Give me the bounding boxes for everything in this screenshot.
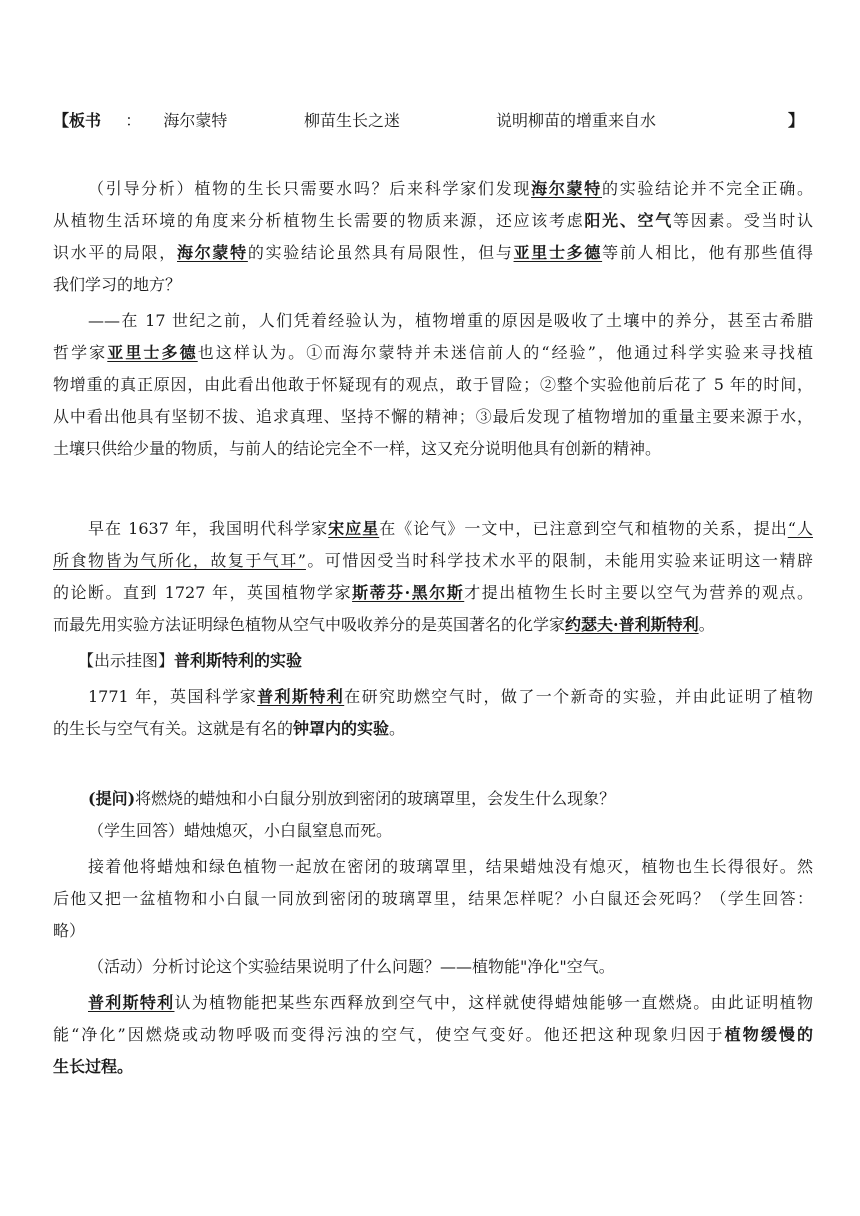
text-span: 也这样认为。①而海尔蒙特并未迷信前人的“经验”，他通过科学实验来寻找植 bbox=[197, 343, 813, 362]
heading-priestley-experiment: 普利斯特利的实验 bbox=[174, 651, 303, 670]
paragraph-song-yingxing-line-3 bbox=[53, 582, 813, 604]
highlight-slow-growth: 植物缓慢的 bbox=[724, 1025, 813, 1044]
highlight-aristotle: 亚里士多德 bbox=[513, 243, 603, 262]
paragraph-history-line-5: 土壤只供给少量的物质，与前人的结论完全不一样，这又充分说明他具有创新的精神。 bbox=[53, 439, 662, 458]
question-line bbox=[88, 788, 813, 810]
highlight-joseph-priestley: 约瑟夫·普利斯特利 bbox=[565, 615, 699, 634]
text-span: 将燃烧的蜡烛和小白鼠分别放到密闭的玻璃罩里，会发生什么现象？ bbox=[135, 789, 616, 808]
paragraph-guided-analysis-line-4: 我们学习的地方？ bbox=[53, 275, 182, 294]
board-open-bracket: 【板书 bbox=[53, 111, 102, 130]
text-span: 识水平的局限， bbox=[53, 243, 177, 262]
student-answer-line bbox=[88, 820, 813, 842]
text-span: 。可惜因受当时科学技术水平的限制，未能用实验来证明这一精辟 bbox=[305, 551, 813, 570]
paragraph-experiment-line-2: 后他又把一盆植物和小白鼠一同放到密闭的玻璃罩里，结果怎样呢？小白鼠还会死吗？（学生回答： bbox=[53, 889, 813, 908]
paragraph-experiment-line-3: 略） bbox=[53, 921, 86, 940]
paragraph-priestley-line-2 bbox=[53, 718, 813, 740]
text-span: 。 bbox=[698, 615, 715, 634]
text-span: 在《论气》一文中，已注意到空气和植物的关系，提出 bbox=[379, 519, 788, 538]
activity-line bbox=[88, 956, 813, 978]
paragraph-history-line-1: ——在 17 世纪之前，人们凭着经验认为，植物增重的原因是吸收了土壤中的养分，甚至古希腊 bbox=[88, 311, 813, 330]
text-span: 能“净化”因燃烧或动物呼吸而变得污浊的空气，使空气变好。他还把这种现象归因于 bbox=[53, 1025, 725, 1044]
text-span: 的实验结论并不完全正确。 bbox=[602, 179, 813, 198]
paragraph-conclusion-line-3: 生长过程。 bbox=[53, 1057, 134, 1076]
highlight-aristotle: 亚里士多德 bbox=[107, 343, 198, 362]
text-span: 等因素。受当时认 bbox=[672, 211, 813, 230]
highlight-song-yingxing: 宋应星 bbox=[328, 519, 380, 538]
paragraph-guided-analysis-line-2 bbox=[53, 210, 813, 232]
highlight-priestley: 普利斯特利 bbox=[88, 993, 175, 1012]
paragraph-history-line-3: 物增重的真正原因，由此看出他敢于怀疑现有的观点，敢于冒险；②整个实验他前后花了 5 年的时间， bbox=[53, 375, 813, 394]
text-span: 才提出植物生长时主要以空气为营养的观点。 bbox=[464, 583, 813, 602]
text-span: 认为植物能把某些东西释放到空气中，这样就使得蜡烛能够一直燃烧。由此证明植物 bbox=[174, 993, 813, 1012]
board-colon: ： bbox=[125, 111, 142, 130]
text-span: 蜡烛熄灭，小白鼠窒息而死。 bbox=[184, 821, 393, 840]
text-span: 的实验结论虽然具有局限性，但与 bbox=[247, 243, 514, 262]
text-span: 的论断。直到 1727 年，英国植物学家 bbox=[53, 583, 353, 602]
label-show-chart: 【出示挂图】 bbox=[78, 651, 175, 670]
text-span: 早在 1637 年，我国明代科学家 bbox=[88, 519, 329, 538]
text-span: 哲学家 bbox=[53, 343, 108, 362]
paragraph-conclusion-line-2 bbox=[53, 1024, 813, 1046]
board-summary-line bbox=[53, 110, 813, 132]
text-span: 等前人相比，他有那些值得 bbox=[602, 243, 813, 262]
text-span: 植物的生长只需要水吗？后来科学家们发现 bbox=[194, 179, 532, 198]
highlight-priestley: 普利斯特利 bbox=[257, 687, 345, 706]
paragraph-history-line-4: 从中看出他具有坚韧不拔、追求真理、坚持不懈的精神；③最后发现了植物增加的重量主要来源于水， bbox=[53, 407, 813, 426]
text-span: 在研究助燃空气时，做了一个新奇的实验，并由此证明了植物 bbox=[344, 687, 813, 706]
text-span: 1771 年，英国科学家 bbox=[88, 687, 258, 706]
highlight-stephen-hales: 斯蒂芬·黑尔斯 bbox=[352, 583, 465, 602]
board-close-bracket: 】 bbox=[788, 111, 805, 130]
label-guided-analysis: （引导分析） bbox=[88, 179, 195, 198]
paragraph-song-yingxing-line-1 bbox=[88, 518, 813, 540]
text-span: 的生长与空气有关。这就是有名的 bbox=[53, 719, 294, 738]
highlight-helmont: 海尔蒙特 bbox=[531, 179, 602, 198]
show-chart-heading bbox=[78, 650, 813, 672]
highlight-quote: “人 bbox=[787, 519, 813, 538]
board-conclusion: 说明柳苗的增重来自水 bbox=[496, 111, 657, 130]
paragraph-song-yingxing-line-4 bbox=[53, 614, 813, 636]
board-topic: 柳苗生长之迷 bbox=[304, 111, 401, 130]
paragraph-song-yingxing-line-2 bbox=[53, 550, 813, 572]
highlight-bell-jar-experiment: 钟罩内的实验 bbox=[293, 719, 390, 738]
paragraph-conclusion-line-1 bbox=[88, 992, 813, 1014]
paragraph-priestley-line-1 bbox=[88, 686, 813, 708]
highlight-quote: 所食物皆为气所化，故复于气耳” bbox=[53, 551, 306, 570]
label-question: (提问) bbox=[88, 789, 136, 808]
board-scientist-name: 海尔蒙特 bbox=[163, 111, 228, 130]
text-span: 从植物生活环境的角度来分析植物生长需要的物质来源，还应该考虑 bbox=[53, 211, 585, 230]
label-student-answer: （学生回答） bbox=[88, 821, 185, 840]
paragraph-history-line-2 bbox=[53, 342, 813, 364]
highlight-helmont: 海尔蒙特 bbox=[177, 243, 248, 262]
highlight-sunlight-air: 阳光、空气 bbox=[584, 211, 673, 230]
text-span: 而最先用实验方法证明绿色植物从空气中吸收养分的是英国著名的化学家 bbox=[53, 615, 566, 634]
paragraph-guided-analysis-line-3 bbox=[53, 242, 813, 264]
paragraph-guided-analysis-line-1 bbox=[88, 178, 813, 200]
text-span: 。 bbox=[389, 719, 406, 738]
text-span: 分析讨论这个实验结果说明了什么问题？——植物能"净化"空气。 bbox=[152, 957, 615, 976]
label-activity: （活动） bbox=[88, 957, 153, 976]
paragraph-experiment-line-1: 接着他将蜡烛和绿色植物一起放在密闭的玻璃罩里，结果蜡烛没有熄灭，植物也生长得很好。然 bbox=[88, 857, 813, 876]
